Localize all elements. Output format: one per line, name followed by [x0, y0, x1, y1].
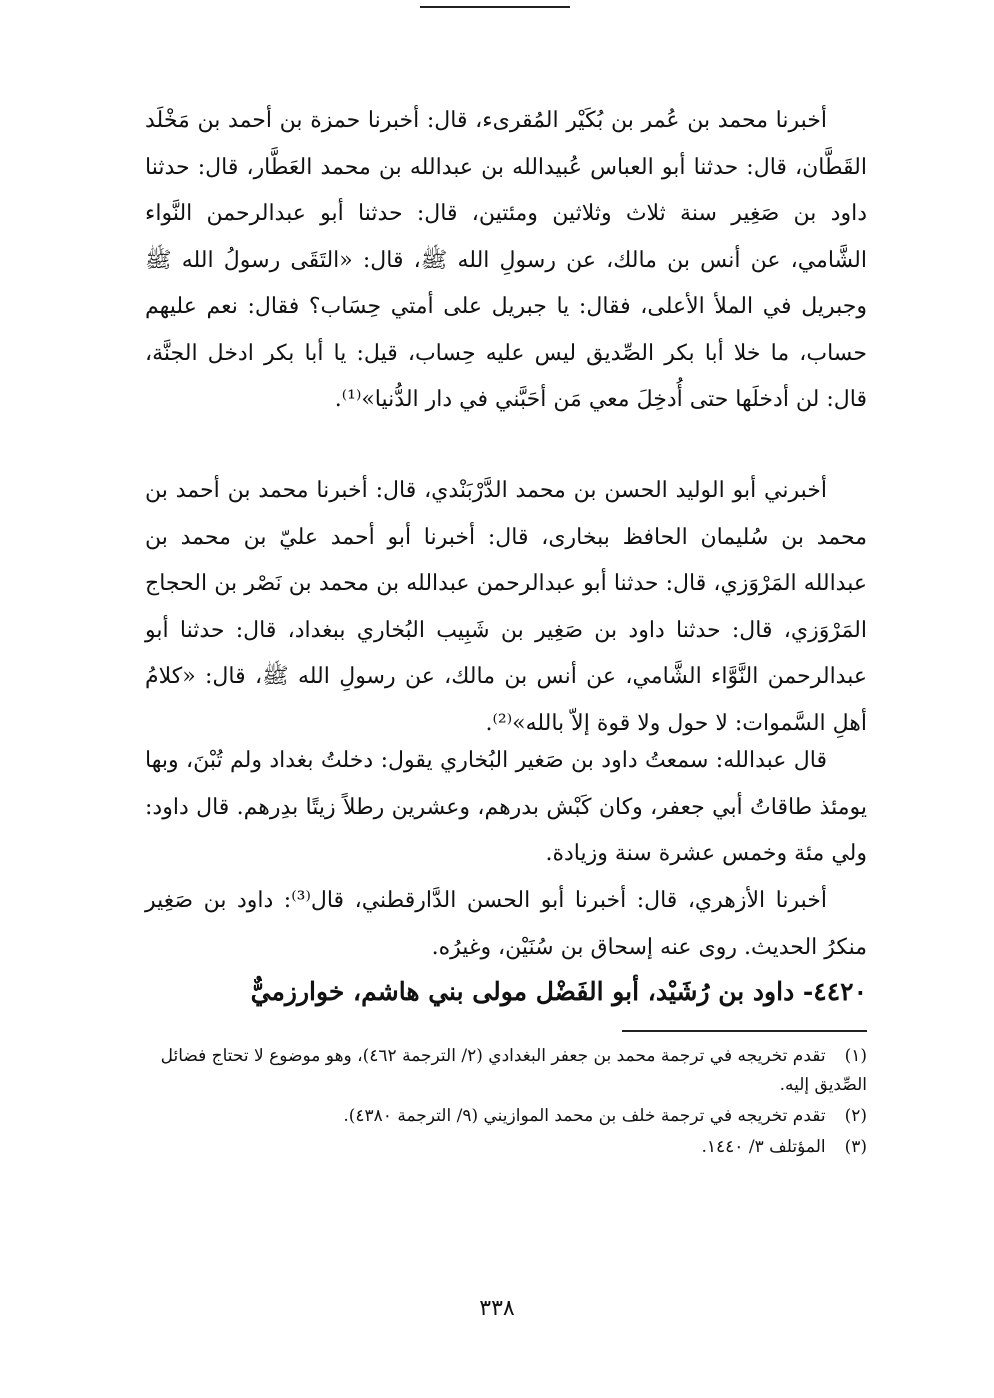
footnote-3	[145, 1133, 867, 1162]
footnote-rule	[622, 1030, 867, 1032]
entry-heading: ٤٤٢٠- داود بن رُشَيْد، أبو الفَضْل مولى بني هاشم، خوارزميٌّ	[250, 977, 867, 1006]
footnote-2	[145, 1102, 867, 1131]
paragraph-4: أخبرنا الأزهري، قال: أخبرنا أبو الحسن الدَّارقطني، قال⁽³⁾: داود بن صَغِير منكرُ الحديث. روى عنه إسحاق بن سُنَيْن، وغيرُه.	[145, 888, 867, 960]
footnotes	[145, 1042, 867, 1164]
top-rule	[420, 6, 570, 8]
footnote-number: (١)	[844, 1046, 867, 1066]
footnote-text: تقدم تخريجه في ترجمة خلف بن محمد الموازيني (٩/ الترجمة ٤٣٨٠).	[343, 1106, 826, 1126]
footnote-number: (٣)	[844, 1137, 867, 1157]
footnote-1	[145, 1042, 867, 1100]
footnote-text: تقدم تخريجه في ترجمة محمد بن جعفر البغدادي (٢/ الترجمة ٤٦٢)، وهو موضوع لا تحتاج فضائل الصِّديق إليه.	[160, 1046, 867, 1095]
paragraph-1: أخبرنا محمد بن عُمر بن بُكَيْر المُقرىء، قال: أخبرنا حمزة بن أحمد بن مَخْلَد القَطَّان، قال: حدثنا أبو العباس عُبيدالله بن عبدالله بن محمد العَطَّار، قال: حدثنا داود بن صَغِير سنة ثلاث وثلاثين ومئتين، قال: حدثنا أبو عبدالرحمن النَّواء الشَّامي، عن أنس بن مالك، عن رسولِ الله ﷺ، قال: «التَقَى رسولُ الله ﷺ وجبريل في الملأ الأعلى، فقال: يا جبريل على أمتي حِسَاب؟ فقال: نعم عليهم حساب، ما خلا أبا بكر الصِّديق ليس عليه حِساب، قيل: يا أبا بكر ادخل الجنَّة، قال: لن أدخلَها حتى أُدخِلَ معي مَن أحَبَّني في دار الدُّنيا»⁽¹⁾.	[145, 108, 867, 412]
footnote-text: المؤتلف ٣/ ١٤٤٠.	[701, 1137, 826, 1157]
page-number: ٣٣٨	[479, 1296, 515, 1321]
paragraph-2: أخبرني أبو الوليد الحسن بن محمد الدَّرْبَنْدي، قال: أخبرنا محمد بن أحمد بن محمد بن سُليمان الحافظ ببخارى، قال: أخبرنا أبو أحمد عليّ بن محمد بن عبدالله المَرْوَزي، قال: حدثنا أبو عبدالرحمن عبدالله بن محمد بن نَصْر بن الحجاج المَرْوَزي، قال: حدثنا داود بن صَغِير بن شَبِيب البُخاري ببغداد، قال: حدثنا أبو عبدالرحمن النَّوَّاء الشَّامي، عن أنس بن مالك، عن رسولِ الله ﷺ، قال: «كلامُ أهلِ السَّموات: لا حول ولا قوة إلاّ بالله»⁽²⁾.	[145, 478, 867, 736]
paragraph-3: قال عبدالله: سمعتُ داود بن صَغير البُخاري يقول: دخلتُ بغداد ولم تُبْنَ، وبها يومئذ طاقاتُ أبي جعفر، وكان كَبْش بدرهم، وعشرين رطلاً زيتًا بدِرهم. قال داود: ولي مئة وخمس عشرة سنة وزيادة.	[145, 748, 867, 866]
footnote-number: (٢)	[844, 1106, 867, 1126]
